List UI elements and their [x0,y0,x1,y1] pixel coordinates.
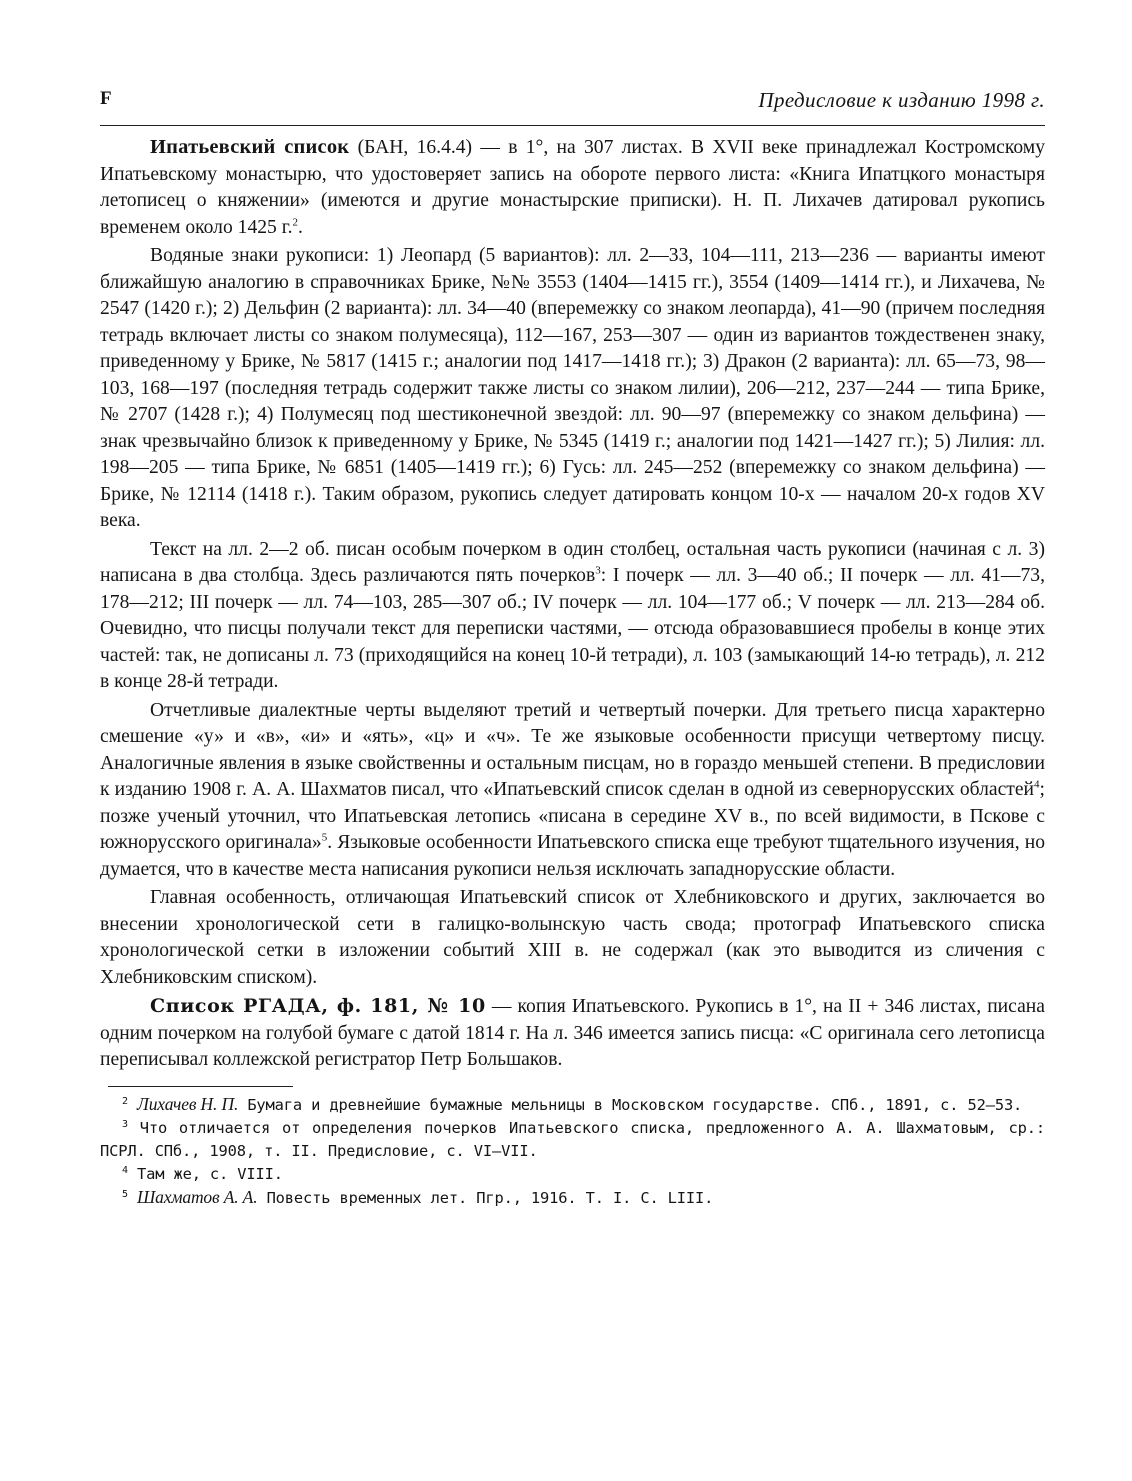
footnote-ref[interactable]: 3 [595,564,601,577]
section-heading-rgada: Список РГАДА, ф. 181, № 10 [150,995,486,1017]
footnote-ref[interactable]: 5 [321,831,328,844]
paragraph-watermarks: Водяные знаки рукописи: 1) Леопард (5 вариантов): лл. 2—33, 104—111, 213—236 — варианты имеют ближайшую аналогию в справочниках Брике, №№ 3553 (1404—1415 гг.), 3554 (1409—1414 гг.), и Лихачева, № 2547 (1420 г.); 2) Дельфин (2 варианта): лл. 34—40 (вперемежку со знаком леопарда), 41—90 (причем последняя тетрадь включает листы со знаком полумесяца), 112—167, 253—307 — один из вариантов тождественен знаку, приведенному у Брике, № 5817 (1415 г.; аналогии под 1417—1418 гг.); 3) Дракон (2 варианта): лл. 65—73, 98—103, 168—197 (последняя тетрадь содержит также листы со знаком лилии), 206—212, 237—244 — типа Брике, № 2707 (1428 г.); 4) Полумесяц под шестиконечной звездой: лл. 90—97 (вперемежку со знаком дельфина) — знак чрезвычайно близок к приведенному у Брике, № 5345 (1419 г.; аналогии под 1421—1427 гг.); 5) Лилия: лл. 198—205 — типа Брике, № 6851 (1405—1419 гг.); 6) Гусь: лл. 245—252 (вперемежку со знаком дельфина) — Брике, № 12114 (1418 г.). Таким образом, рукопись следует датировать концом 10-х — началом 20-х годов XV века. [100,245,1045,531]
section-heading-ipatiev: Ипатьевский список [150,136,350,158]
footnote-2: $^2$ Лихачев Н. П. Бумага и древнейшие бумажные мельницы в Московском государстве. СПб., 1891, с. 52—53. [122,1093,1023,1114]
paragraph-chronology: Главная особенность, отличающая Ипатьевский список от Хлебниковского и других, заключается во внесении хронологической сети в галицко-волынскую часть свода; протограф Ипатьевского списка хронологической сетки в изложении событий XIII в. не содержал (как это выводится из сличения с Хлебниковским списком). [100,887,1045,988]
paragraph-rgada: Список РГАДА, ф. 181, № 10 — копия Ипатьевского. Рукопись в 1°, на II + 346 листах, писана одним почерком на голубой бумаге с датой 1814 г. На л. 346 имеется запись писца: «С оригинала сего летописца переписывал коллежской регистратор Петр Большаков. [100,995,1045,1070]
footnote-4: $^4$ Там же, с. VIII. [122,1164,283,1183]
page-header [100,88,1045,118]
footnote-ref[interactable]: 2 [292,215,298,228]
folio-mark: F [100,88,112,109]
footnote-5: $^5$ Шахматов А. А. Повесть временных лет. Пгр., 1916. Т. I. С. LIII. [122,1186,714,1207]
footnote-rule [108,1086,293,1087]
main-text [100,134,1045,1074]
running-title: Предисловие к изданию 1998 г. [758,88,1045,112]
footnotes [100,1093,1045,1210]
paragraph-ipatiev: Ипатьевский список (БАН, 16.4.4) — в 1°, на 307 листах. В XVII веке принадлежал Костромскому Ипатьевскому монастырю, что удостоверяет запись на обороте первого листа: «Книга Ипатцкого монастыря летописец о княжении» (имеются и другие монастырские приписки). Н. П. Лихачев датировал рукопись временем около 1425 г.$^2$. [100,136,1046,238]
paragraph-dialect: Отчетливые диалектные черты выделяют третий и четвертый почерки. Для третьего писца характерно смешение «у» и «в», «и» и «ять», «ц» и «ч». Те же языковые особенности присущи четвертому писцу. Аналогичные явления в языке свойственны и остальным писцам, но в гораздо меньшей степени. В предисловии к изданию 1908 г. А. А. Шахматов писал, что «Ипатьевский список сделан в одной из севернорусских областей$^4$; позже ученый уточнил, что Ипатьевская летопись «писана в середине XV в., по всей видимости, в Пскове с южнорусского оригинала»$^5$. Языковые особенности Ипатьевского списка еще требуют тщательного изучения, но думается, что в качестве места написания рукописи нельзя исключать западнорусские области. [100,699,1045,880]
footnote-3: $^3$ Что отличается от определения почерков Ипатьевского списка, предложенного А. А. Шахматовым, ср.: ПСРЛ. СПб., 1908, т. II. Предисловие, с. VI—VII. [100,1118,1045,1160]
paragraph-hands: Текст на лл. 2—2 об. писан особым почерком в один столбец, остальная часть рукописи (начиная с л. 3) написана в два столбца. Здесь различаются пять почерков$^3$: I почерк — лл. 3—40 об.; II почерк — лл. 41—73, 178—212; III почерк — лл. 74—103, 285—307 об.; IV почерк — лл. 104—177 об.; V почерк — лл. 213—284 об. Очевидно, что писцы получали текст для переписки частями, — отсюда образовавшиеся пробелы в конце этих частей: так, не дописаны л. 73 (приходящийся на конец 10-й тетради), л. 103 (замыкающий 14-ю тетрадь), л. 212 в конце 28-й тетради. [100,538,1045,692]
header-rule [100,125,1045,126]
footnote-ref[interactable]: 4 [1034,778,1040,791]
document-page [100,88,1045,1210]
